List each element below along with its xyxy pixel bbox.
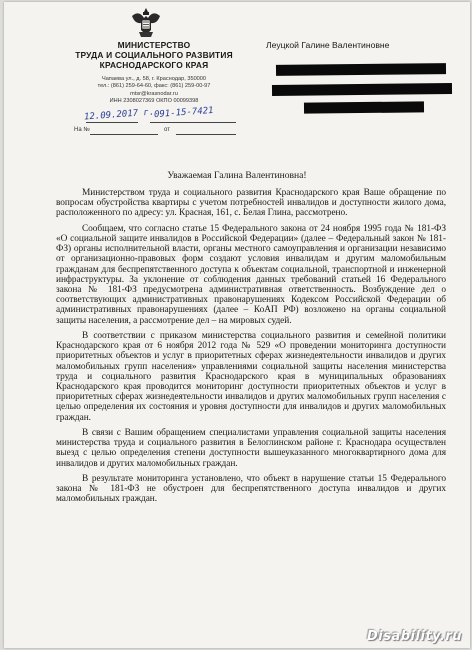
ministry-email: mtsr@krasnodar.ru — [130, 90, 178, 97]
paragraph: В связи с Вашим обращением специалистами управления социальной защиты населения министерства труда и социального развития в Белоглинском районе г. Краснодара осуществлен выезд с целью определения степени доступности вышеуказанного многоквартирного дома для инвалидов и других маломобильных граждан. — [56, 428, 446, 469]
ministry-phones: тел.: (861) 259-64-60, факс: (861) 259-00-97 — [97, 83, 211, 90]
addressee-name: Леуцкой Галине Валентиновне — [266, 40, 390, 50]
date-underline — [86, 122, 138, 123]
letter-body — [56, 188, 446, 510]
ministry-contacts — [74, 76, 234, 106]
ministry-line-2: ТРУДА И СОЦИАЛЬНОГО РАЗВИТИЯ — [75, 50, 233, 60]
redacted-block — [272, 83, 452, 96]
paragraph: В соответствии с приказом министерства социального развития и семейной политики Краснодарского края от 6 ноября 2012 года № 529 «О проведении мониторинга доступности приоритетных объектов и услуг в приоритетных сферах жизнедеятельности инвалидов и других маломобильных групп населения» управлениями социальной защиты населения министерства труда и социального развития Краснодарского края в муниципальных образованиях Краснодарского края проводится мониторинг доступности приоритетных объектов и услуг в приоритетных сферах жизнедеятельности инвалидов и других маломобильных групп населения с целью определения их состояния и уровня доступности для инвалидов и других маломобильных граждан. — [56, 331, 446, 423]
number-underline — [150, 122, 236, 123]
ministry-address: Чапаева ул., д. 58, г. Краснодар, 350000 — [101, 76, 207, 82]
reference-date-underline — [176, 134, 236, 135]
paragraph: Министерством труда и социального развития Краснодарского края Ваше обращение по вопросам обустройства квартиры с учетом потребностей инвалидов и доступности жилого дома, расположенного по адресу: ул. Красная, 161, с. Белая Глина, рассмотрено. — [56, 188, 446, 219]
greeting: Уважаемая Галина Валентиновна! — [167, 170, 307, 181]
letter-page — [4, 2, 470, 648]
ministry-name — [66, 40, 242, 70]
redacted-block — [276, 63, 446, 76]
reference-from-label: от — [164, 127, 170, 133]
coat-of-arms-emblem — [129, 6, 163, 40]
reference-number-label: На № — [74, 127, 90, 133]
handwritten-date: 12.09.2017 г. — [83, 107, 155, 123]
redacted-block — [304, 101, 424, 113]
handwritten-number: 091-15-7421 — [153, 105, 214, 121]
ministry-line-3: КРАСНОДАРСКОГО КРАЯ — [99, 60, 209, 70]
paragraph: Сообщаем, что согласно статье 15 Федерального закона от 24 ноября 1995 года № 181-ФЗ «О социальной защите инвалидов в Российской Федерации» (далее – Федеральный закон № 181-ФЗ) органы исполнительной власти, органы местного самоуправления и организации независимо от организационно-правовых форм создают условия инвалидам и другим маломобильным гражданам для беспрепятственного доступа к объектам социальной, транспортной и инженерной инфраструктуры. За уклонение от соблюдения данных требований статьей 16 Федерального закона № 181-ФЗ предусмотрена административная ответственность. Возбуждение дел о соответствующих административных правонарушениях Кодексом Российской Федерации об административных правонарушениях (далее – КоАП РФ) возложено на органы социальной защиты населения, а рассмотрение дел – на мировых судей. — [56, 223, 446, 326]
ministry-codes: ИНН 2308027369 ОКПО 00099398 — [109, 98, 199, 105]
paragraph: В результате мониторинга установлено, что объект в нарушение статьи 15 Федерального закона № 181-ФЗ не обустроен для беспрепятственного доступа инвалидов и других маломобильных граждан. — [56, 474, 446, 505]
reference-number-underline — [90, 134, 158, 135]
ministry-line-1: МИНИСТЕРСТВО — [117, 40, 191, 50]
site-watermark: Disability.ru — [366, 629, 462, 644]
